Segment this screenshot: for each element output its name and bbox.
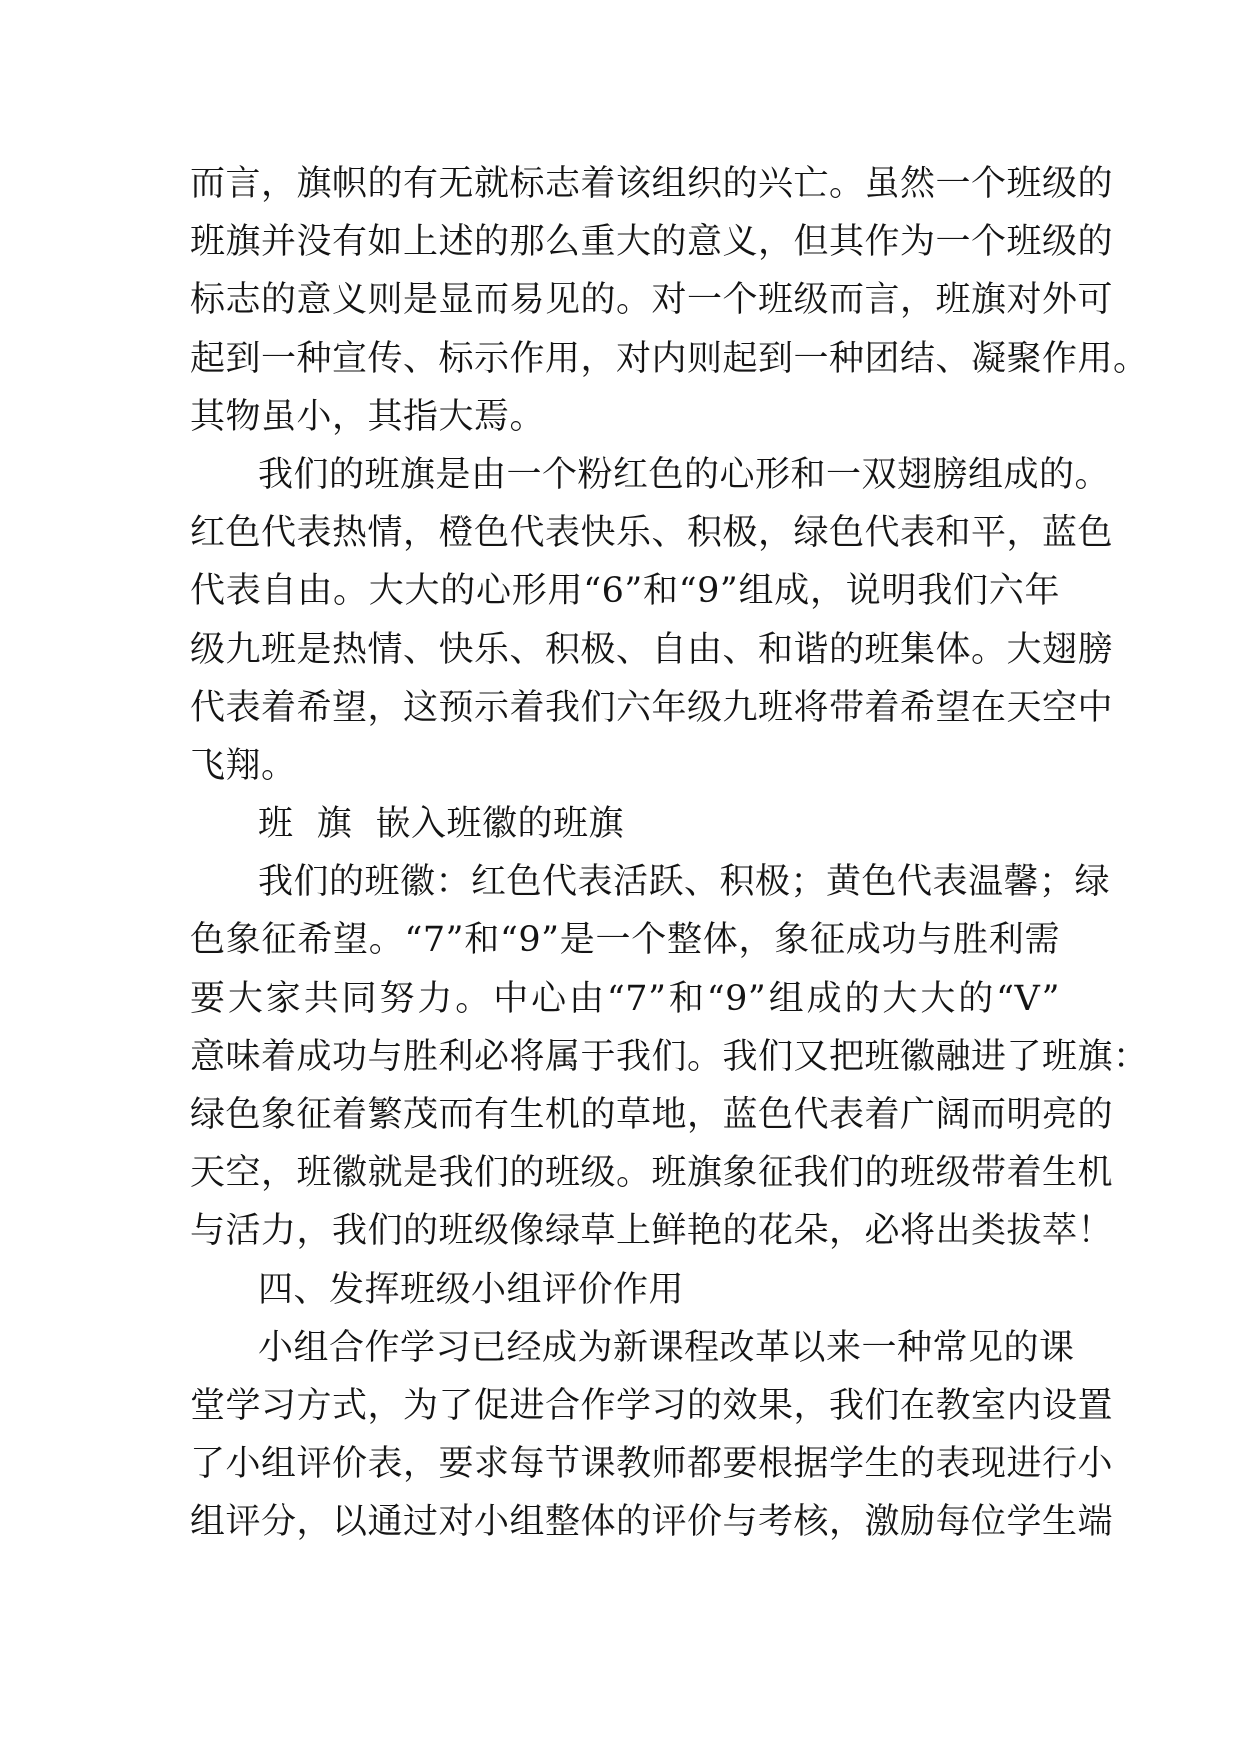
paragraph-first-line: 我们的班徽：红色代表活跃、积极；黄色代表温馨；绿 bbox=[258, 862, 1111, 903]
text-line: 其物虽小，其指大焉。 bbox=[190, 396, 546, 437]
flag-caption: 班 旗 嵌入班徽的班旗 bbox=[258, 804, 625, 845]
text-line: 起到一种宣传、标示作用，对内则起到一种团结、凝聚作用。 bbox=[190, 338, 1149, 379]
text-line: 标志的意义则是显而易见的。对一个班级而言，班旗对外可 bbox=[190, 280, 1114, 321]
document-body bbox=[190, 155, 1149, 1552]
text-line: 色象征希望。“7”和“9”是一个整体，象征成功与胜利需 bbox=[190, 920, 1060, 961]
section-heading: 四、发挥班级小组评价作用 bbox=[258, 1269, 685, 1310]
text-line: 组评分，以通过对小组整体的评价与考核，激励每位学生端 bbox=[190, 1502, 1114, 1543]
paragraph-first-line: 我们的班旗是由一个粉红色的心形和一双翅膀组成的。 bbox=[258, 454, 1111, 495]
text-line: 要大家共同努力。中心由“7”和“9”组成的大大的“V” bbox=[190, 978, 1060, 1019]
text-line: 意味着成功与胜利必将属于我们。我们又把班徽融进了班旗： bbox=[190, 1036, 1149, 1077]
text-line: 绿色象征着繁茂而有生机的草地，蓝色代表着广阔而明亮的 bbox=[190, 1095, 1114, 1135]
text-line: 而言，旗帜的有无就标志着该组织的兴亡。虽然一个班级的 bbox=[190, 164, 1114, 204]
text-line: 堂学习方式，为了促进合作学习的效果，我们在教室内设置 bbox=[190, 1385, 1114, 1426]
text-line: 红色代表热情，橙色代表快乐、积极，绿色代表和平，蓝色 bbox=[190, 513, 1114, 554]
text-line: 天空，班徽就是我们的班级。班旗象征我们的班级带着生机 bbox=[190, 1153, 1114, 1194]
paragraph-first-line: 小组合作学习已经成为新课程改革以来一种常见的课 bbox=[258, 1327, 1075, 1368]
text-line: 代表着希望，这预示着我们六年级九班将带着希望在天空中 bbox=[190, 687, 1114, 728]
text-line: 级九班是热情、快乐、积极、自由、和谐的班集体。大翅膀 bbox=[190, 629, 1114, 670]
text-line: 与活力，我们的班级像绿草上鲜艳的花朵，必将出类拔萃！ bbox=[190, 1211, 1114, 1252]
text-line: 飞翔。 bbox=[190, 745, 297, 786]
text-line: 了小组评价表，要求每节课教师都要根据学生的表现进行小 bbox=[190, 1444, 1114, 1485]
text-line: 班旗并没有如上述的那么重大的意义，但其作为一个班级的 bbox=[190, 222, 1114, 263]
text-line: 代表自由。大大的心形用“6”和“9”组成，说明我们六年 bbox=[190, 571, 1060, 612]
